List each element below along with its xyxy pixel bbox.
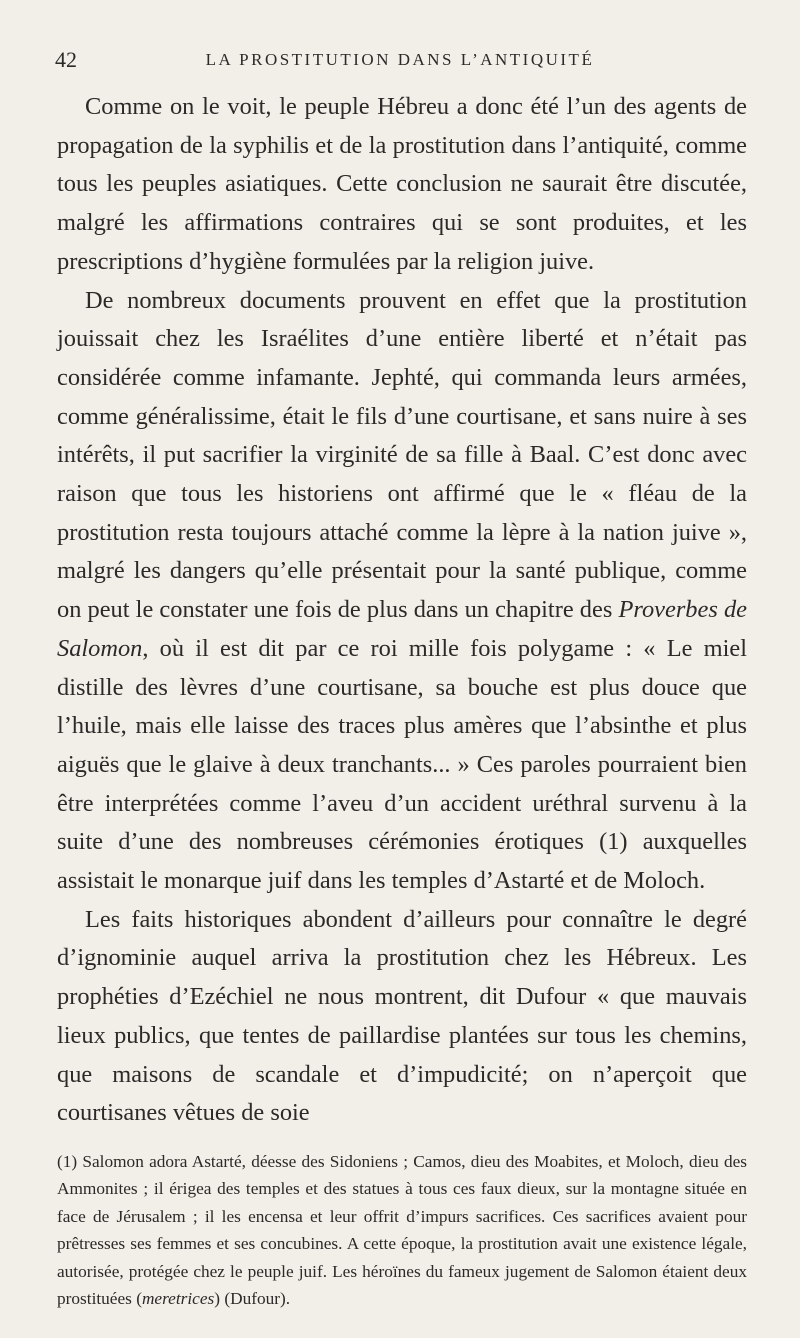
footnote-italic-term: meretrices — [141, 1289, 215, 1309]
footnote-1-text: (1) Salomon adora Astarté, déesse des Sidoniens ; Camos, dieu des Moabites, et Moloch, dieu des Ammonites ; il érigea des temples et des statues à tous ces faux dieux, sur la montagne située en face de Jérusalem ; il les encensa et leur offrit d’impurs sacrifices. Ces sacrifices avaient pour prêtresses ses femmes et ses concubines. A cette époque, la prostitution avait une existence légale, autorisée, protégée chez le peuple juif. Les héroïnes du fameux jugement de Salomon étaient deux prostituées — [57, 1152, 747, 1309]
paragraph-1 — [57, 88, 747, 282]
footnote-1: (1) Salomon adora Astarté, déesse des Sidoniens ; Camos, dieu des Moabites, et Moloch, dieu des Ammonites ; il érigea des temples et des statues à tous ces faux dieux, sur la montagne située en face de Jérusalem ; il les encensa et leur offrit d’impurs sacrifices. Ces sacrifices avaient pour prêtresses ses femmes et ses concubines. A cette époque, la prostitution avait une existence légale, autorisée, protégée chez le peuple juif. Les héroïnes du fameux jugement de Salomon étaient deux prostituées (meretrices) (Dufour). — [57, 1152, 747, 1309]
footnote-1-text-after: (Dufour). — [224, 1289, 291, 1309]
paragraph-3 — [57, 901, 747, 1133]
body-text — [57, 88, 747, 1133]
paragraph-2 — [57, 282, 747, 901]
paragraph-2-text-after: , où il est dit par ce roi mille fois polygame : « Le miel distille des lèvres d’une courtisane, sa bouche est plus douce que l’huile, mais elle laisse des traces plus amères que l’absinthe et plus aiguës que le glaive à deux tranchants... » Ces paroles pourraient bien être interprétées comme l’aveu d’un accident uréthral survenu à la suite d’une des nombreuses cérémonies érotiques (1) auxquelles assistait le monarque juif dans les temples d’Astarté et de Moloch. — [57, 634, 747, 895]
paragraph-3-text: Les faits historiques abondent d’ailleurs pour connaître le degré d’ignominie auquel arriva la prostitution chez les Hébreux. Les prophéties d’Ezéchiel ne nous montrent, dit Dufour « que mauvais lieux publics, que tentes de paillardise plantées sur tous les chemins, que maisons de scandale et d’impudicité; on n’aperçoit que courtisanes vêtues de soie — [57, 905, 747, 1127]
running-title: LA PROSTITUTION DANS L’ANTIQUITÉ — [205, 50, 595, 69]
footnotes — [57, 1148, 747, 1312]
page-header — [55, 47, 745, 73]
page-number: 42 — [55, 47, 77, 72]
paragraph-2-text: De nombreux documents prouvent en effet que la prostitution jouissait chez les Israélites d’une entière liberté et n’était pas considérée comme infamante. Jephté, qui commanda leurs armées, comme généralissime, était le fils d’une courtisane, et sans nuire à ses intérêts, il put sacrifier la virginité de sa fille à Baal. C’est donc avec raison que tous les historiens ont affirmé que le « fléau de la prostitution resta toujours attaché comme la lèpre à la nation juive », malgré les dangers qu’elle présentait pour la santé publique, comme on peut le constater une fois de plus dans un chapitre des — [57, 286, 747, 624]
book-title-proverbes: Proverbes de Salomon — [57, 596, 747, 662]
paragraph-1-text: Comme on le voit, le peuple Hébreu a donc été l’un des agents de propagation de la syphilis et de la prostitution dans l’antiquité, comme tous les peuples asiatiques. Cette conclusion ne saurait être discutée, malgré les affirmations contraires qui se sont produites, et les prescriptions d’hygiène formulées par la religion juive. — [57, 93, 747, 275]
